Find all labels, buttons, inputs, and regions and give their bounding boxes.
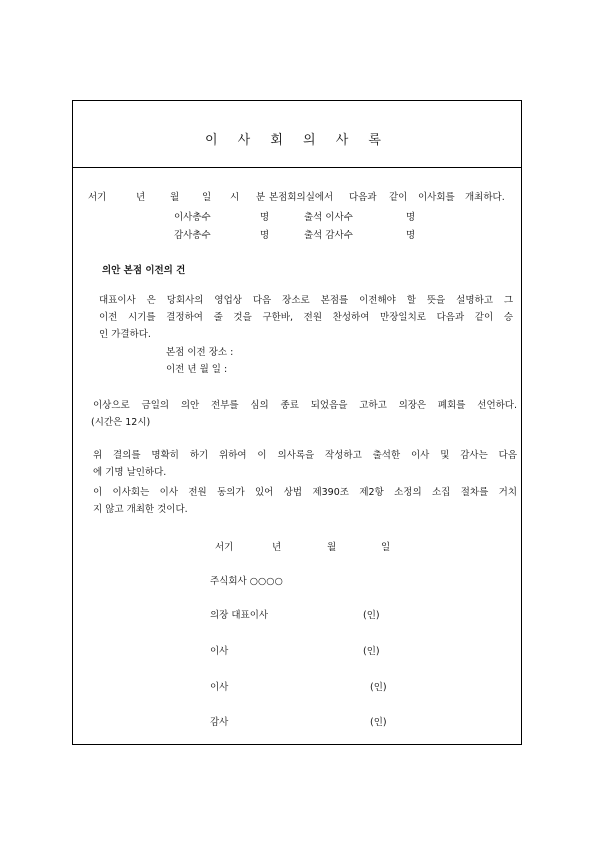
opening-word-2: 같이 [389,192,408,203]
certification-line: 위 결의를 명확히 하기 위하여 이 의사록을 작성하고 출석한 이사 및 감사는 다음 [93,450,517,461]
opening-word-1: 다음과 [349,192,377,203]
opening-year: 년 [136,192,146,203]
attending-auditors-label: 출석 감사수 [304,230,353,241]
signature-seogi: 서기 [215,542,234,553]
attending-directors-label: 출석 이사수 [304,212,353,223]
company-name: 주식회사 ○○○○ [210,576,283,587]
new-location-label: 본점 이전 장소 : [166,347,234,358]
seal-mark: (인) [363,646,380,657]
seal-mark: (인) [370,717,387,728]
seal-mark: (인) [370,682,387,693]
auditors-unit: 명 [260,230,270,241]
signer-role: 의장 대표이사 [210,610,269,621]
auditors-total-label: 감사총수 [174,230,211,241]
signer-role: 감사 [210,717,229,728]
signature-day: 일 [381,542,391,553]
directors-unit: 명 [260,212,270,223]
agenda-para-line: 대표이사 은 당회사의 영업상 다음 장소로 본점를 이전해야 할 뜻을 설명하고 그 [99,295,513,306]
agenda-para-line: 이전 시기를 결정하여 줄 것을 구한바, 전원 찬성하여 만장일치로 다음과 같이 승 [99,312,513,323]
opening-place: 본점회의실에서 [269,192,334,203]
opening-word-4: 개최하다. [465,192,505,203]
attending-auditors-unit: 명 [406,230,416,241]
opening-seogi: 서기 [88,192,107,203]
attending-directors-unit: 명 [406,212,416,223]
certification-line: 지 않고 개최한 것이다. [93,504,188,515]
agenda-heading: 의안 본점 이전의 건 [102,265,186,276]
certification-line: 에 기명 날인하다. [93,467,167,478]
agenda-para-line: 인 가결하다. [99,329,151,340]
signer-role: 이사 [210,646,229,657]
signer-role: 이사 [210,682,229,693]
title-row [73,101,521,168]
move-date-label: 이전 년 월 일 : [166,364,228,375]
directors-total-label: 이사총수 [174,212,211,223]
certification-line: 이 이사회는 이사 전원 동의가 있어 상법 제390조 제2항 소정의 소집 절차를 거치 [93,487,517,498]
closing-line: 이상으로 금일의 의안 전부를 심의 종료 되었음을 고하고 의장은 폐회를 선언하다. [93,400,517,411]
signature-year: 년 [272,542,282,553]
opening-word-3: 이사회를 [418,192,455,203]
opening-minute: 분 [256,192,266,203]
signature-month: 월 [327,542,337,553]
opening-month: 월 [170,192,180,203]
opening-day: 일 [202,192,212,203]
seal-mark: (인) [363,610,380,621]
document-title: 이 사 회 의 사 록 [204,133,389,148]
closing-time: (시간은 12시) [91,417,151,428]
opening-hour: 시 [230,192,240,203]
